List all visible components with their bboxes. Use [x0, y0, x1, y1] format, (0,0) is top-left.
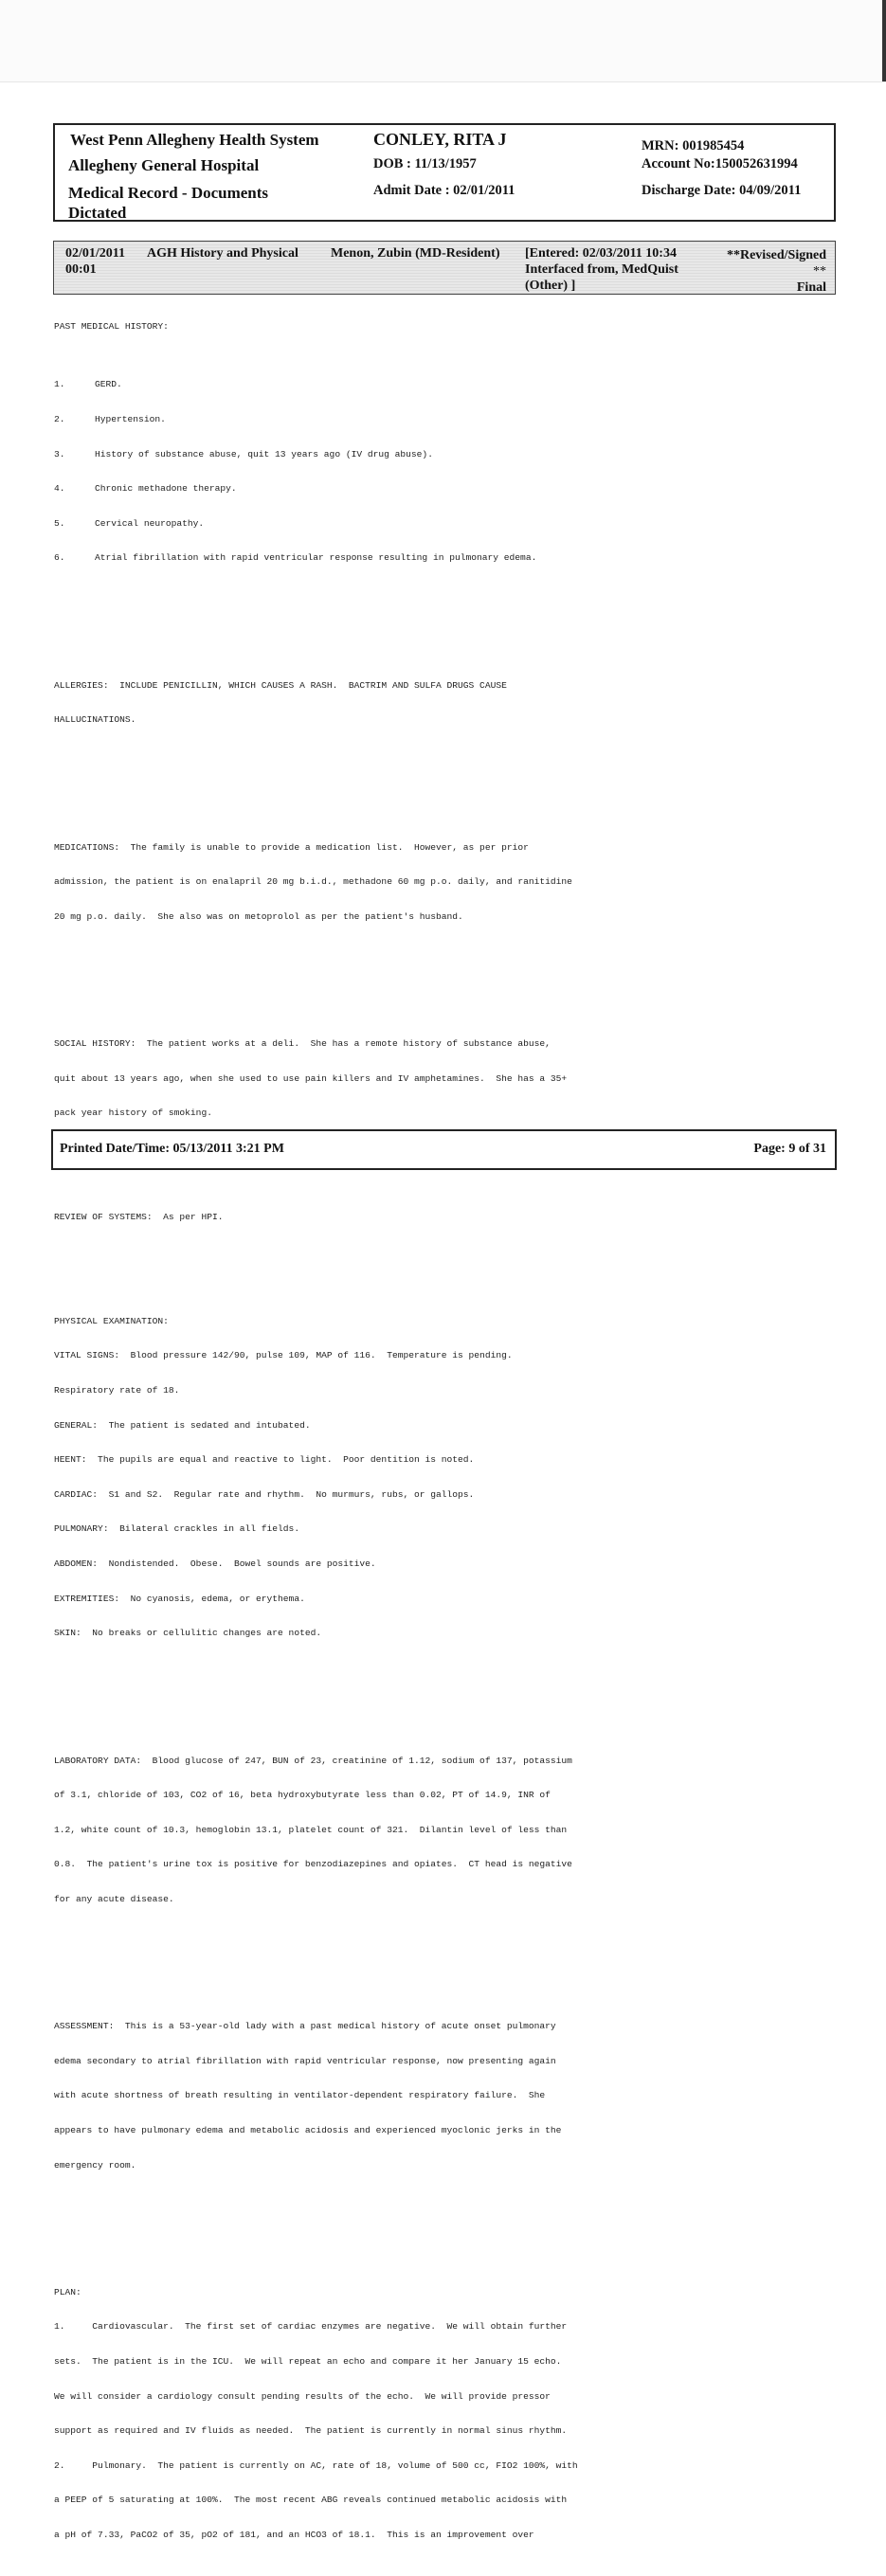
pmh-heading: PAST MEDICAL HISTORY:	[54, 321, 169, 333]
hospital-name: Allegheny General Hospital	[68, 156, 260, 174]
admit-date: Admit Date : 02/01/2011	[373, 183, 515, 198]
date-of-birth: DOB : 11/13/1957	[373, 156, 477, 171]
entry-time: 00:01	[65, 262, 97, 277]
pmh-list	[54, 356, 660, 587]
list-item: 3. History of substance abuse, quit 13 years ago (IV drug abuse).	[54, 448, 433, 459]
discharge-date: Discharge Date: 04/09/2011	[642, 183, 802, 198]
list-item: 4. Chronic methadone therapy.	[54, 483, 237, 495]
interface-source: Interfaced from, MedQuist	[525, 262, 678, 277]
social-history-section: SOCIAL HISTORY: The patient works at a deli. She has a remote history of substance abuse, quit about 13 years ago, when she used to use pain killers and IV amphetamines. She has a 35+ pack year history of smoking.	[54, 1037, 568, 1119]
print-footer	[51, 1129, 837, 1170]
interface-source-other: (Other) ]	[525, 279, 576, 293]
entered-timestamp: [Entered: 02/03/2011 10:34	[525, 246, 677, 261]
final-status: Final	[796, 280, 826, 295]
signature-status: **Revised/Signed	[726, 248, 826, 262]
assessment-section: ASSESSMENT: This is a 53-year-old lady with a past medical history of acute onset pulmonary edema secondary to atrial fibrillation with rapid ventricular response, now presenting again with acute shortness of breath resulting in ventilator-dependent respiratory failure. She appears to have pulmonary edema and metabolic acidosis and experienced myoclonic jerks in the emergency room.	[54, 2021, 562, 2171]
document-author: Menon, Zubin (MD-Resident)	[331, 246, 500, 261]
entry-date: 02/01/2011	[65, 246, 126, 261]
scan-top-margin	[0, 0, 886, 82]
scan-edge-shadow	[882, 0, 886, 81]
review-of-systems: REVIEW OF SYSTEMS: As per HPI.	[54, 1211, 224, 1222]
document-type: AGH History and Physical	[147, 246, 298, 261]
printed-datetime: Printed Date/Time: 05/13/2011 3:21 PM	[60, 1142, 284, 1156]
record-type-dictated: Dictated	[68, 204, 127, 222]
list-item: 1. GERD.	[54, 379, 122, 390]
patient-header	[53, 123, 836, 222]
page-number: Page: 9 of 31	[753, 1142, 826, 1156]
record-type: Medical Record - Documents	[68, 184, 269, 202]
account-number: Account No:150052631994	[642, 156, 798, 171]
list-item: 5. Cervical neuropathy.	[54, 517, 205, 529]
medications-section: MEDICATIONS: The family is unable to provide a medication list. However, as per prior admission, the patient is on enalapril 20 mg b.i.d., methadone 60 mg p.o. daily, and ranitidine 20 mg p.o. daily. She also was on metoprolol as per the patient's husband.	[54, 841, 572, 922]
mrn: MRN: 001985454	[642, 138, 745, 153]
signature-status-marker: **	[813, 264, 826, 279]
document-body	[54, 298, 660, 2576]
laboratory-data-section: LABORATORY DATA: Blood glucose of 247, BUN of 23, creatinine of 1.12, sodium of 137, potassium of 3.1, chloride of 103, CO2 of 16, beta hydroxybutyrate less than 0.02, PT of 14.9, INR of 1.2, white count of 10.3, hemoglobin 13.1, platelet count of 321. Dilantin level of less than 0.8. The patient's urine tox is positive for benzodiazepines and opiates. CT head is negative for any acute disease.	[54, 1755, 572, 1904]
plan-section: PLAN: 1. Cardiovascular. The first set of cardiac enzymes are negative. We will obtain further sets. The patient is in the ICU. We will repeat an echo and compare it her January 15 echo. We will consider a cardiology consult pending results of the echo. We will provide pressor support as required and IV fluids as needed. The patient is currently in normal sinus rhythm. 2. Pulmonary. The patient is currently on AC, rate of 18, volume of 500 cc, FIO2 100%, with a PEEP of 5 saturating at 100%. The most recent ABG reveals continued metabolic acidosis with a pH of 7.33, PaCO2 of 35, pO2 of 181, and an HCO3 of 18.1. This is an improvement over	[54, 2286, 578, 2541]
allergies-section: ALLERGIES: INCLUDE PENICILLIN, WHICH CAUSES A RASH. BACTRIM AND SULFA DRUGS CAUSE HALLUCINATIONS.	[54, 679, 507, 726]
list-item: 6. Atrial fibrillation with rapid ventricular response resulting in pulmonary edema.	[54, 552, 537, 564]
document-entry-header	[53, 241, 836, 295]
patient-name: CONLEY, RITA J	[373, 130, 507, 149]
list-item: 2. Hypertension.	[54, 414, 166, 425]
physical-exam-section: PHYSICAL EXAMINATION: VITAL SIGNS: Blood pressure 142/90, pulse 109, MAP of 116. Temperature is pending. Respiratory rate of 18. GENERAL: The patient is sedated and intubated. HEENT: The pupils are equal and reactive to light. Poor dentition is noted. CARDIAC: S1 and S2. Regular rate and rhythm. No murmurs, rubs, or gallops. PULMONARY: Bilateral crackles in all fields. ABDOMEN: Nondistended. Obese. Bowel sounds are positive. EXTREMITIES: No cyanosis, edema, or erythema. SKIN: No breaks or cellulitic changes are noted.	[54, 1315, 513, 1639]
health-system-name: West Penn Allegheny Health System	[70, 131, 319, 149]
